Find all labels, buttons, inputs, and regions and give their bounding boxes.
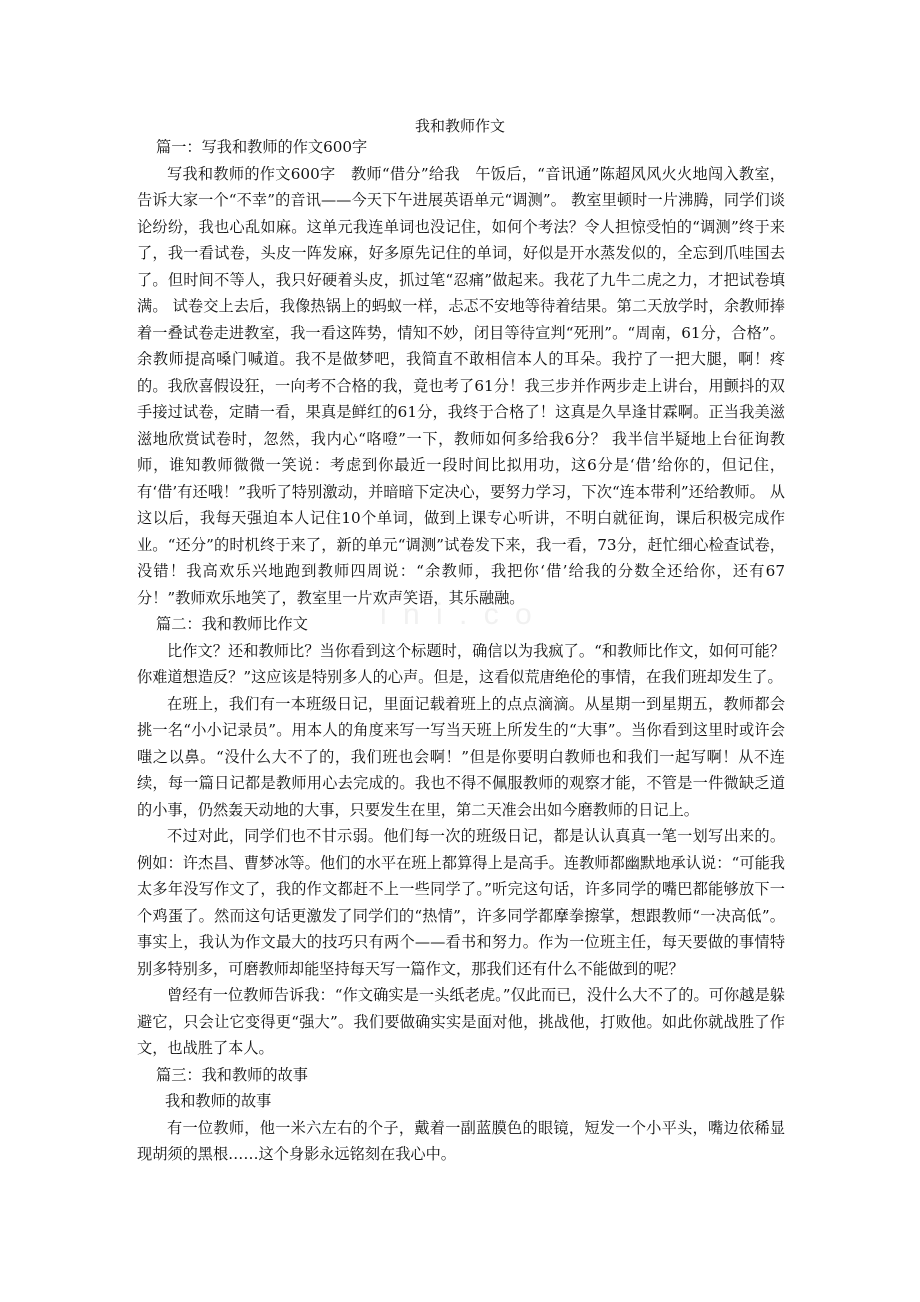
paragraph: 有一位教师，他一米六左右的个子，戴着一副蓝膜色的眼镜，短发一个小平头，嘴边依稀显现胡须的黑根……这个身影永远铭刻在我心中。 bbox=[137, 1118, 785, 1163]
document-title: 我和教师作文 bbox=[414, 117, 505, 135]
section-heading: 篇一：写我和教师的作文600字 bbox=[156, 138, 368, 156]
watermark: i n i . c o bbox=[380, 598, 536, 631]
paragraph: 比作文？还和教师比？当你看到这个标题时，确信以为我疯了。“和教师比作文，如何可能？你难道想造反？”这应该是特别多人的心声。但是，这看似荒唐绝伦的事情，在我们班却发生了。 bbox=[137, 641, 785, 686]
paragraph: 不过对此，同学们也不甘示弱。他们每一次的班级日记，都是认认真真一笔一划写出来的。例如：许杰昌、曹梦冰等。他们的水平在班上都算得上是高手。连教师都幽默地承认说：“可能我太多年没写作文了，我的作文都赶不上一些同学了。”听完这句话，许多同学的嘴巴都能够放下一个鸡蛋了。然而这句话更激发了同学们的“热情”，许多同学都摩拳擦掌，想跟教师“一决高低”。事实上，我认为作文最大的技巧只有两个——看书和努力。作为一位班主任，每天要做的事情特别多特别多，可磨教师却能坚持每天写一篇作文，那我们还有什么不能做到的呢？ bbox=[137, 827, 785, 978]
section-subheading: 我和教师的故事 bbox=[165, 1092, 272, 1110]
section-heading: 篇三：我和教师的故事 bbox=[156, 1065, 308, 1084]
paragraph: 曾经有一位教师告诉我：“作文确实是一头纸老虎。”仅此而已，没什么大不了的。可你越是躲避它，只会让它变得更“强大”。我们要做确实实是面对他，挑战他，打败他。如此你就战胜了作文，也战胜了本人。 bbox=[137, 986, 785, 1057]
document-body bbox=[137, 134, 785, 1168]
section-heading: 篇二：我和教师比作文 bbox=[156, 615, 308, 633]
paragraph: 在班上，我们有一本班级日记，里面记载着班上的点点滴滴。从星期一到星期五，教师都会挑一名“小小记录员”。用本人的角度来写一写当天班上所发生的“大事”。当你看到这里时或许会嗤之以鼻。“没什么大不了的，我们班也会啊！”但是你要明白教师也和我们一起写啊！从不连续，每一篇日记都是教师用心去完成的。我也不得不佩服教师的观察才能，不管是一件微缺乏道的小事，仍然轰天动地的大事，只要发生在里，第二天准会出如今磨教师的日记上。 bbox=[137, 694, 785, 819]
paragraph: 写我和教师的作文600字 教师“借分”给我 午饭后，“音讯通”陈超风风火火地闯入教室，告诉大家一个“不幸”的音讯——今天下午进展英语单元“调测”。 教室里顿时一片沸腾，同学们谈论纷纷，我也心乱如麻。这单元我连单词也没记住，如何个考法？令人担惊受怕的“调测”终于来了，我一看试卷，头皮一阵发麻，好多原先记住的单词，好似是开水蒸发似的，全忘到爪哇国去了。但时间不等人，我只好硬着头皮，抓过笔“忍痛”做起来。我花了九牛二虎之力，才把试卷填满。 试卷交上去后，我像热锅上的蚂蚁一样，忐忑不安地等待着结果。第二天放学时，余教师捧着一叠试卷走进教室，我一看这阵势，情知不妙，闭目等待宣判“死刑”。“周南，61分，合格”。余教师提高嗓门喊道。我不是做梦吧，我简直不敢相信本人的耳朵。我拧了一把大腿，啊！疼的。我欣喜假设狂，一向考不合格的我，竟也考了61分！我三步并作两步走上讲台，用颤抖的双手接过试卷，定睛一看，果真是鲜红的61分，我终于合格了！这真是久旱逢甘霖啊。正当我美滋滋地欣赏试卷时，忽然，我内心“咯噔”一下，教师如何多给我6分？ 我半信半疑地上台征询教师，谁知教师微微一笑说：考虑到你最近一段时间比拟用功，这6分是‘借’给你的，但记住，有‘借’有还哦！”我听了特别激动，并暗暗下定决心，要努力学习，下次“连本带利”还给教师。 从这以后，我每天强迫本人记住10个单词，做到上课专心听讲，不明白就征询，课后积极完成作业。“还分”的时机终于来了，新的单元“调测”试卷发下来，我一看，73分，赶忙细心检查试卷，没错！我高欢乐兴地跑到教师四周说：“余教师，我把你‘借’给我的分数全还给你，还有67分！”教师欢乐地笑了，教室里一片欢声笑语，其乐融融。 bbox=[137, 164, 785, 607]
